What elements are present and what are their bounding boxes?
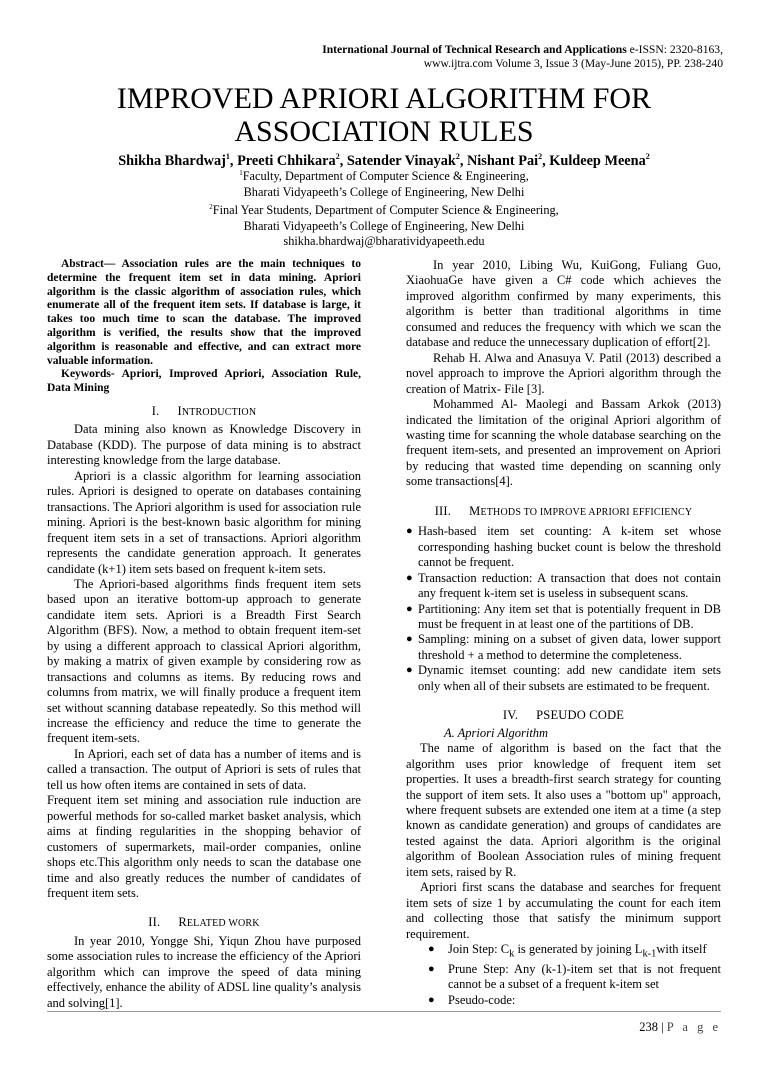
title-line1: IMPROVED APRIORI ALGORITHM FOR [116,82,652,115]
paragraph: Rehab H. Alwa and Anasuya V. Patil (2013) described a novel approach to improve the Apriori algorithm through the creation of Matrix- File [3]. [406,350,721,396]
bullet-icon: ● [406,664,413,677]
bullet-icon: ● [428,943,435,956]
paragraph: The name of algorithm is based on the fact that the algorithm uses prior knowledge of frequent item set properties. It uses a breadth-first search strategy for counting the support of item sets. It also uses a "bottom up" approach, where frequent subsets are extended one item at a time (a step known as candidate generation) and groups of candidates are tested against the data. Apriori algorithm is the original algorithm of Boolean Association rules of mining frequent item sets, raised by R. [406,741,721,879]
affiliations [0,166,768,250]
list-item [406,942,721,962]
page-number: 238 [639,1020,659,1034]
paragraph: Apriori first scans the database and searches for frequent item sets of size 1 by accumulating the count for each item and collecting those that satisfy the minimum support requirement. [406,880,721,941]
paragraph: In year 2010, Yongge Shi, Yiqun Zhou have purposed some association rules to increase the efficiency of the Apriori algorithm which can improve the speed of data mining effectively, enhance the ability of ADSL line quality’s analysis and solving[1]. [47,933,361,1010]
affil-dept: Faculty, Department of Computer Science & Engineering, [242,169,529,184]
section-title-cap: I [177,403,182,418]
section-heading-pseudo-code [406,708,721,723]
affil-dept: Final Year Students, Department of Computer Science & Engineering, [212,203,559,218]
page-footer [639,1020,721,1035]
journal-issn: e-ISSN: 2320-8163, [626,43,723,56]
affiliation-2 [0,200,768,219]
methods-list [406,524,721,694]
bullet-icon: ● [428,993,435,1006]
author-sep: , [339,152,347,169]
paragraph: The Apriori-based algorithms finds frequent item sets based upon an iterative bottom-up approach to generate candidate item sets. Apriori is a Breadth First Search Algorithm (BFS). Now, a method to obtain frequent item-set by using a different approach to classical Apriori algorithm, by making a matrix of given example by considering row as transactions and columns as items. By reducing rows and columns from matrix, we will finally produce a frequent item set without scanning database repeatedly. So this method will increase the efficiency and reduce the time to generate the frequent item-sets. [47,576,361,746]
author: Satender Vinayak [346,152,456,169]
subsection-heading: A. Apriori Algorithm [444,725,549,740]
paragraph: Frequent item set mining and association rule induction are powerful methods for so-called market basket analysis, which aims at finding regularities in the shopping behavior of customers of supermarkets, mail-order companies, online shops etc.This algorithm only needs to scan the database one time and also greatly reduces the number of candidates of frequent item sets. [47,793,361,901]
left-column [47,258,361,1011]
list-item-text: Partitioning: Any item set that is potentially frequent in DB must be frequent in at least one of the partitions of DB. [418,601,721,631]
bullet-icon: ● [428,962,435,975]
author-sup: 1 [225,152,230,161]
join-step-text: Join Step: C [448,942,510,957]
prune-step-text: Prune Step: Any (k-1)-item set that is not frequent cannot be a subset of a frequent k-item set [448,961,721,992]
list-item [406,602,721,633]
bullet-icon: ● [406,525,413,538]
author-sup: 2 [645,152,650,161]
affil-sup: 2 [209,203,213,212]
section-heading-methods [406,504,721,520]
author: Shikha Bhardwaj [118,152,226,169]
author-sep: , [542,152,550,169]
journal-header-line1 [203,43,723,57]
page-separator: | [658,1020,667,1034]
section-title-cap: R [178,915,187,930]
affiliation-2-college: Bharati Vidyapeeth’s College of Engineering, New Delhi [243,218,525,233]
author-sup: 2 [455,152,460,161]
list-item-text: Transaction reduction: A transaction that does not contain any frequent k-item set is useless in subsequent scans. [418,570,721,601]
list-item [406,962,721,993]
journal-name: International Journal of Technical Research and Applications [322,43,627,56]
list-item [406,663,721,694]
join-step-text: with itself [656,942,707,957]
abstract: Abstract— Association rules are the main techniques to determine the frequent item set in data mining. Apriori algorithm is the classic algorithm of association rules, which enumerate all of the frequent item sets. If database is large, it takes too much time to scan the database. The improved algorithm is verified, the results show that the improved algorithm is reasonable and effective, and can extract more valuable information. [47,258,361,367]
keywords: Keywords- Apriori, Improved Apriori, Association Rule, Data Mining [47,368,361,395]
affiliation-1 [0,166,768,185]
section-title-rest: ETHODS TO IMPROVE APRIORI EFFICIENCY [480,506,693,518]
author: Nishant Pai [466,152,539,169]
author-sep: , [459,152,467,169]
list-item [406,632,721,663]
author-sup: 2 [538,152,543,161]
paragraph: In Apriori, each set of data has a number of items and is called a transaction. The output of Apriori is sets of rules that tell us how often items are contained in sets of data. [47,746,361,792]
join-step-text: is generated by joining L [514,942,643,957]
affiliation-1-college: Bharati Vidyapeeth’s College of Engineering, New Delhi [243,184,525,199]
paper-title [0,82,768,148]
bullet-icon: ● [406,602,413,615]
section-number: III. [434,503,452,518]
journal-header [203,43,723,71]
author-sep: , [229,152,238,169]
section-number: I. [151,403,160,418]
author-sup: 2 [335,152,340,161]
pseudo-code-label: Pseudo-code: [448,992,516,1007]
section-title-rest: NTRODUCTION [181,406,257,418]
paragraph: In year 2010, Libing Wu, KuiGong, Fuliang Guo, XiaohuaGe have given a C# code which achieves the improved algorithm confirmed by many experiments, this algorithm is better than traditional algorithms in time consumed and reduces the frequency with which we scan the database and reduce the unnecessary duplication of effort[2]. [406,258,721,350]
list-item-text: Sampling: mining on a subset of given data, lower support threshold + a method to determine the completeness. [418,632,721,662]
author-email: shikha.bhardwaj@bharatividyapeeth.edu [283,234,485,249]
section-heading-introduction [47,404,361,420]
section-number: II. [148,915,161,930]
paragraph: Mohammed Al- Maolegi and Bassam Arkok (2013) indicated the limitation of the original Apriori algorithm of wasting time for scanning the whole database searching on the frequent item-sets, and presented an improvement on Apriori by reducing that wasted time depending on scanning only some transactions[4]. [406,397,721,489]
affil-sup: 1 [239,169,243,177]
section-number: IV. [502,708,519,723]
journal-volume-line: www.ijtra.com Volume 3, Issue 3 (May-June 2015), PP. 238-240 [423,57,723,70]
bullet-icon: ● [406,633,413,646]
bullet-icon: ● [406,571,413,584]
right-column [406,258,721,1008]
page-label: P a g e [666,1020,721,1034]
author: Preeti Chhikara [237,152,336,169]
list-item [406,993,721,1008]
footer-divider [47,1011,721,1012]
subscript: k-1 [642,948,657,960]
author: Kuldeep Meena [549,152,646,169]
list-item-text: Hash-based item set counting: A k-item set whose corresponding hashing bucket count is below the threshold cannot be frequent. [418,524,721,570]
subscript: k [509,948,515,960]
section-title-cap: M [469,503,481,518]
list-item [406,571,721,602]
title-line2: ASSOCIATION RULES [234,115,534,148]
section-title-rest: ELATED WORK [186,918,260,930]
paragraph: Apriori is a classic algorithm for learning association rules. Apriori is designed to operate on databases containing transactions. The Apriori algorithm is used for association rule mining. Apriori is the best-known basic algorithm for mining frequent item sets in a set of transactions. Apriori algorithm represents the candidate generation approach. It generates candidate (k+1) item sets based on frequent k-item sets. [47,468,361,576]
section-title: PSEUDO CODE [536,708,625,723]
list-item [406,524,721,570]
paragraph: Data mining also known as Knowledge Discovery in Database (KDD). The purpose of data mining is to abstract interesting knowledge from the large database. [47,422,361,468]
steps-list [406,942,721,1008]
section-heading-related-work [47,915,361,931]
list-item-text: Dynamic itemset counting: add new candidate item sets only when all of their subsets are estimated to be frequent. [418,663,721,693]
